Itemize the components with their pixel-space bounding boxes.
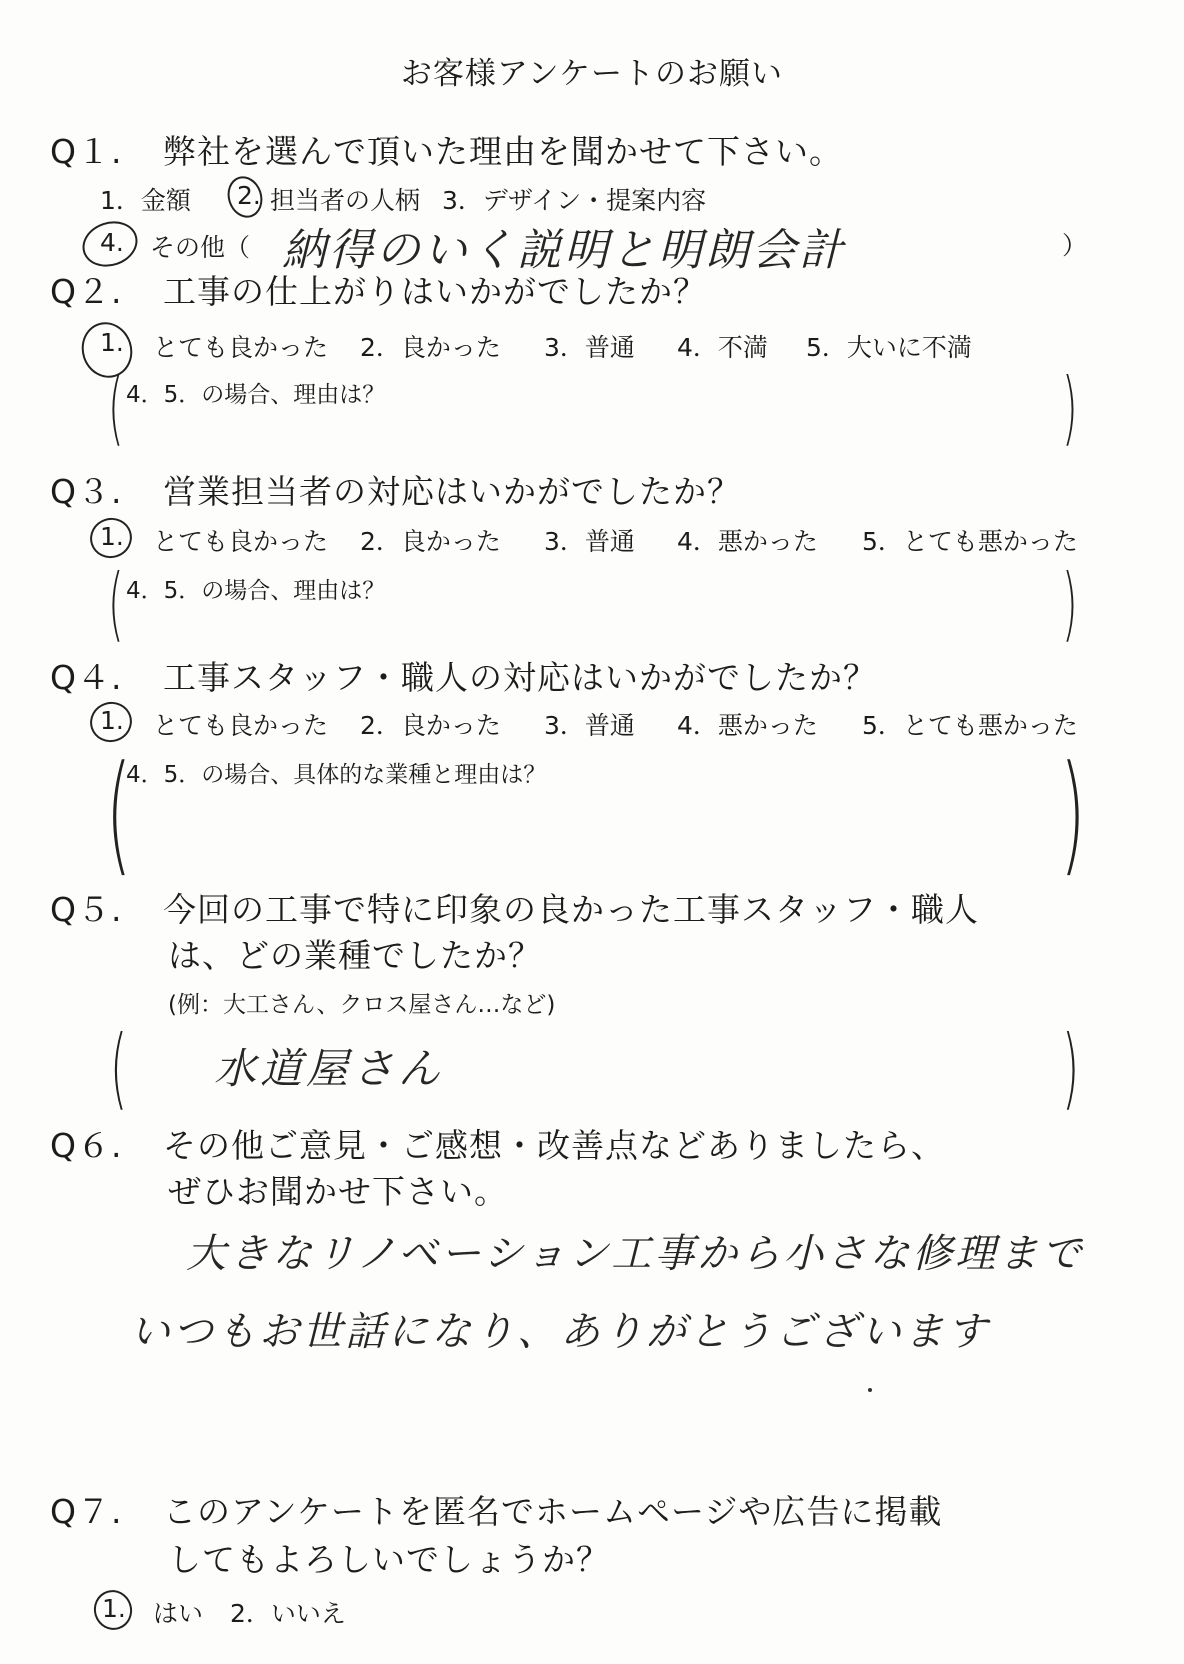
q2-close-paren: ) — [1062, 361, 1078, 454]
q1-other-answer[interactable]: 納得のいく説明と明朗会計 — [282, 225, 846, 276]
q2-open-paren: ( — [108, 361, 124, 454]
q7-heading — [50, 1486, 942, 1533]
q2-option-1-text: とても良かった — [153, 333, 329, 362]
q5-text-line2: は、どの業種でしたか？ — [168, 936, 542, 975]
q4-text: 工事スタッフ・職人の対応はいかがでしたか？ — [163, 658, 877, 697]
q6-text-line1: その他ご意見・ご感想・改善点などありましたら、 — [163, 1126, 945, 1165]
paper-speck — [868, 1388, 872, 1392]
q2-reason-label: 4．5．の場合、理由は？ — [126, 382, 386, 408]
q1-text: 弊社を選んで頂いた理由を聞かせて下さい。 — [163, 132, 843, 171]
q3-heading — [50, 466, 741, 513]
q2-number: Q２. — [50, 272, 123, 311]
q3-open-paren: ( — [108, 557, 124, 650]
q5-example: (例：大工さん、クロス屋さん…など) — [168, 992, 556, 1018]
q5-open-paren: ( — [110, 1016, 128, 1119]
q2-option-3[interactable]: 3．普通 — [544, 333, 635, 362]
q2-option-5[interactable]: 5．大いに不満 — [806, 333, 972, 362]
q5-heading — [50, 884, 979, 931]
q2-heading — [50, 266, 707, 313]
q4-option-2[interactable]: 2．良かった — [360, 711, 501, 740]
q7-option-1-text: はい — [153, 1599, 204, 1628]
q4-option-4[interactable]: 4．悪かった — [677, 711, 818, 740]
q4-open-paren: ( — [106, 737, 132, 889]
q3-reason-label: 4．5．の場合、理由は？ — [126, 578, 386, 604]
q1-option-2[interactable]: 2. — [237, 181, 261, 210]
q5-close-paren: ) — [1062, 1016, 1080, 1119]
q7-text-line1: このアンケートを匿名でホームページや広告に掲載 — [163, 1492, 943, 1531]
q4-option-1[interactable]: 1. — [100, 706, 124, 735]
q2-option-2[interactable]: 2．良かった — [360, 333, 501, 362]
q7-option-1[interactable]: 1. — [102, 1594, 126, 1623]
q1-other-label: その他（ — [150, 233, 251, 262]
q1-heading — [50, 126, 843, 173]
q4-close-paren: ) — [1060, 737, 1086, 889]
q4-option-3[interactable]: 3．普通 — [544, 711, 635, 740]
q6-answer-line2[interactable]: いつもお世話になり、ありがとうございます — [130, 1309, 990, 1355]
q6-answer-line1[interactable]: 大きなリノベーション工事から小さな修理まで — [186, 1231, 1085, 1277]
q6-text-line2: ぜひお聞かせ下さい。 — [168, 1172, 508, 1211]
q3-option-1[interactable]: 1. — [100, 522, 124, 551]
q3-option-5[interactable]: 5．とても悪かった — [862, 527, 1078, 556]
q2-option-1[interactable]: 1. — [100, 328, 124, 357]
q4-reason-label: 4．5．の場合、具体的な業種と理由は？ — [126, 762, 547, 788]
q5-text-line1: 今回の工事で特に印象の良かった工事スタッフ・職人 — [163, 890, 979, 929]
q6-number: Q６. — [50, 1126, 123, 1165]
q1-number: Q１. — [50, 132, 123, 171]
q3-option-4[interactable]: 4．悪かった — [677, 527, 818, 556]
q5-answer[interactable]: 水道屋さん — [214, 1044, 445, 1093]
q4-option-5[interactable]: 5．とても悪かった — [862, 711, 1078, 740]
q1-close-paren: ） — [1062, 231, 1088, 260]
q3-text: 営業担当者の対応はいかがでしたか？ — [163, 472, 741, 511]
page-title: お客様アンケートのお願い — [400, 56, 784, 92]
q2-text: 工事の仕上がりはいかがでしたか？ — [163, 272, 707, 311]
q3-close-paren: ) — [1062, 557, 1078, 650]
q5-number: Q５. — [50, 890, 123, 929]
q1-option-4[interactable]: 4. — [100, 228, 124, 257]
q3-option-1-text: とても良かった — [153, 527, 329, 556]
q2-option-4[interactable]: 4．不満 — [677, 333, 768, 362]
q4-heading — [50, 652, 877, 699]
q3-number: Q３. — [50, 472, 123, 511]
q1-option-1[interactable]: 1．金額 — [100, 186, 191, 215]
q4-number: Q４. — [50, 658, 123, 697]
q1-option-3[interactable]: 3．デザイン・提案内容 — [442, 186, 707, 215]
q6-heading — [50, 1120, 945, 1167]
q7-option-2[interactable]: 2．いいえ — [230, 1599, 346, 1628]
q4-option-1-text: とても良かった — [153, 711, 329, 740]
q3-option-2[interactable]: 2．良かった — [360, 527, 501, 556]
q3-option-3[interactable]: 3．普通 — [544, 527, 635, 556]
q1-option-2-text: 担当者の人柄 — [270, 186, 421, 215]
q7-text-line2: してもよろしいでしょうか？ — [168, 1540, 610, 1579]
q7-number: Q７. — [50, 1492, 123, 1531]
